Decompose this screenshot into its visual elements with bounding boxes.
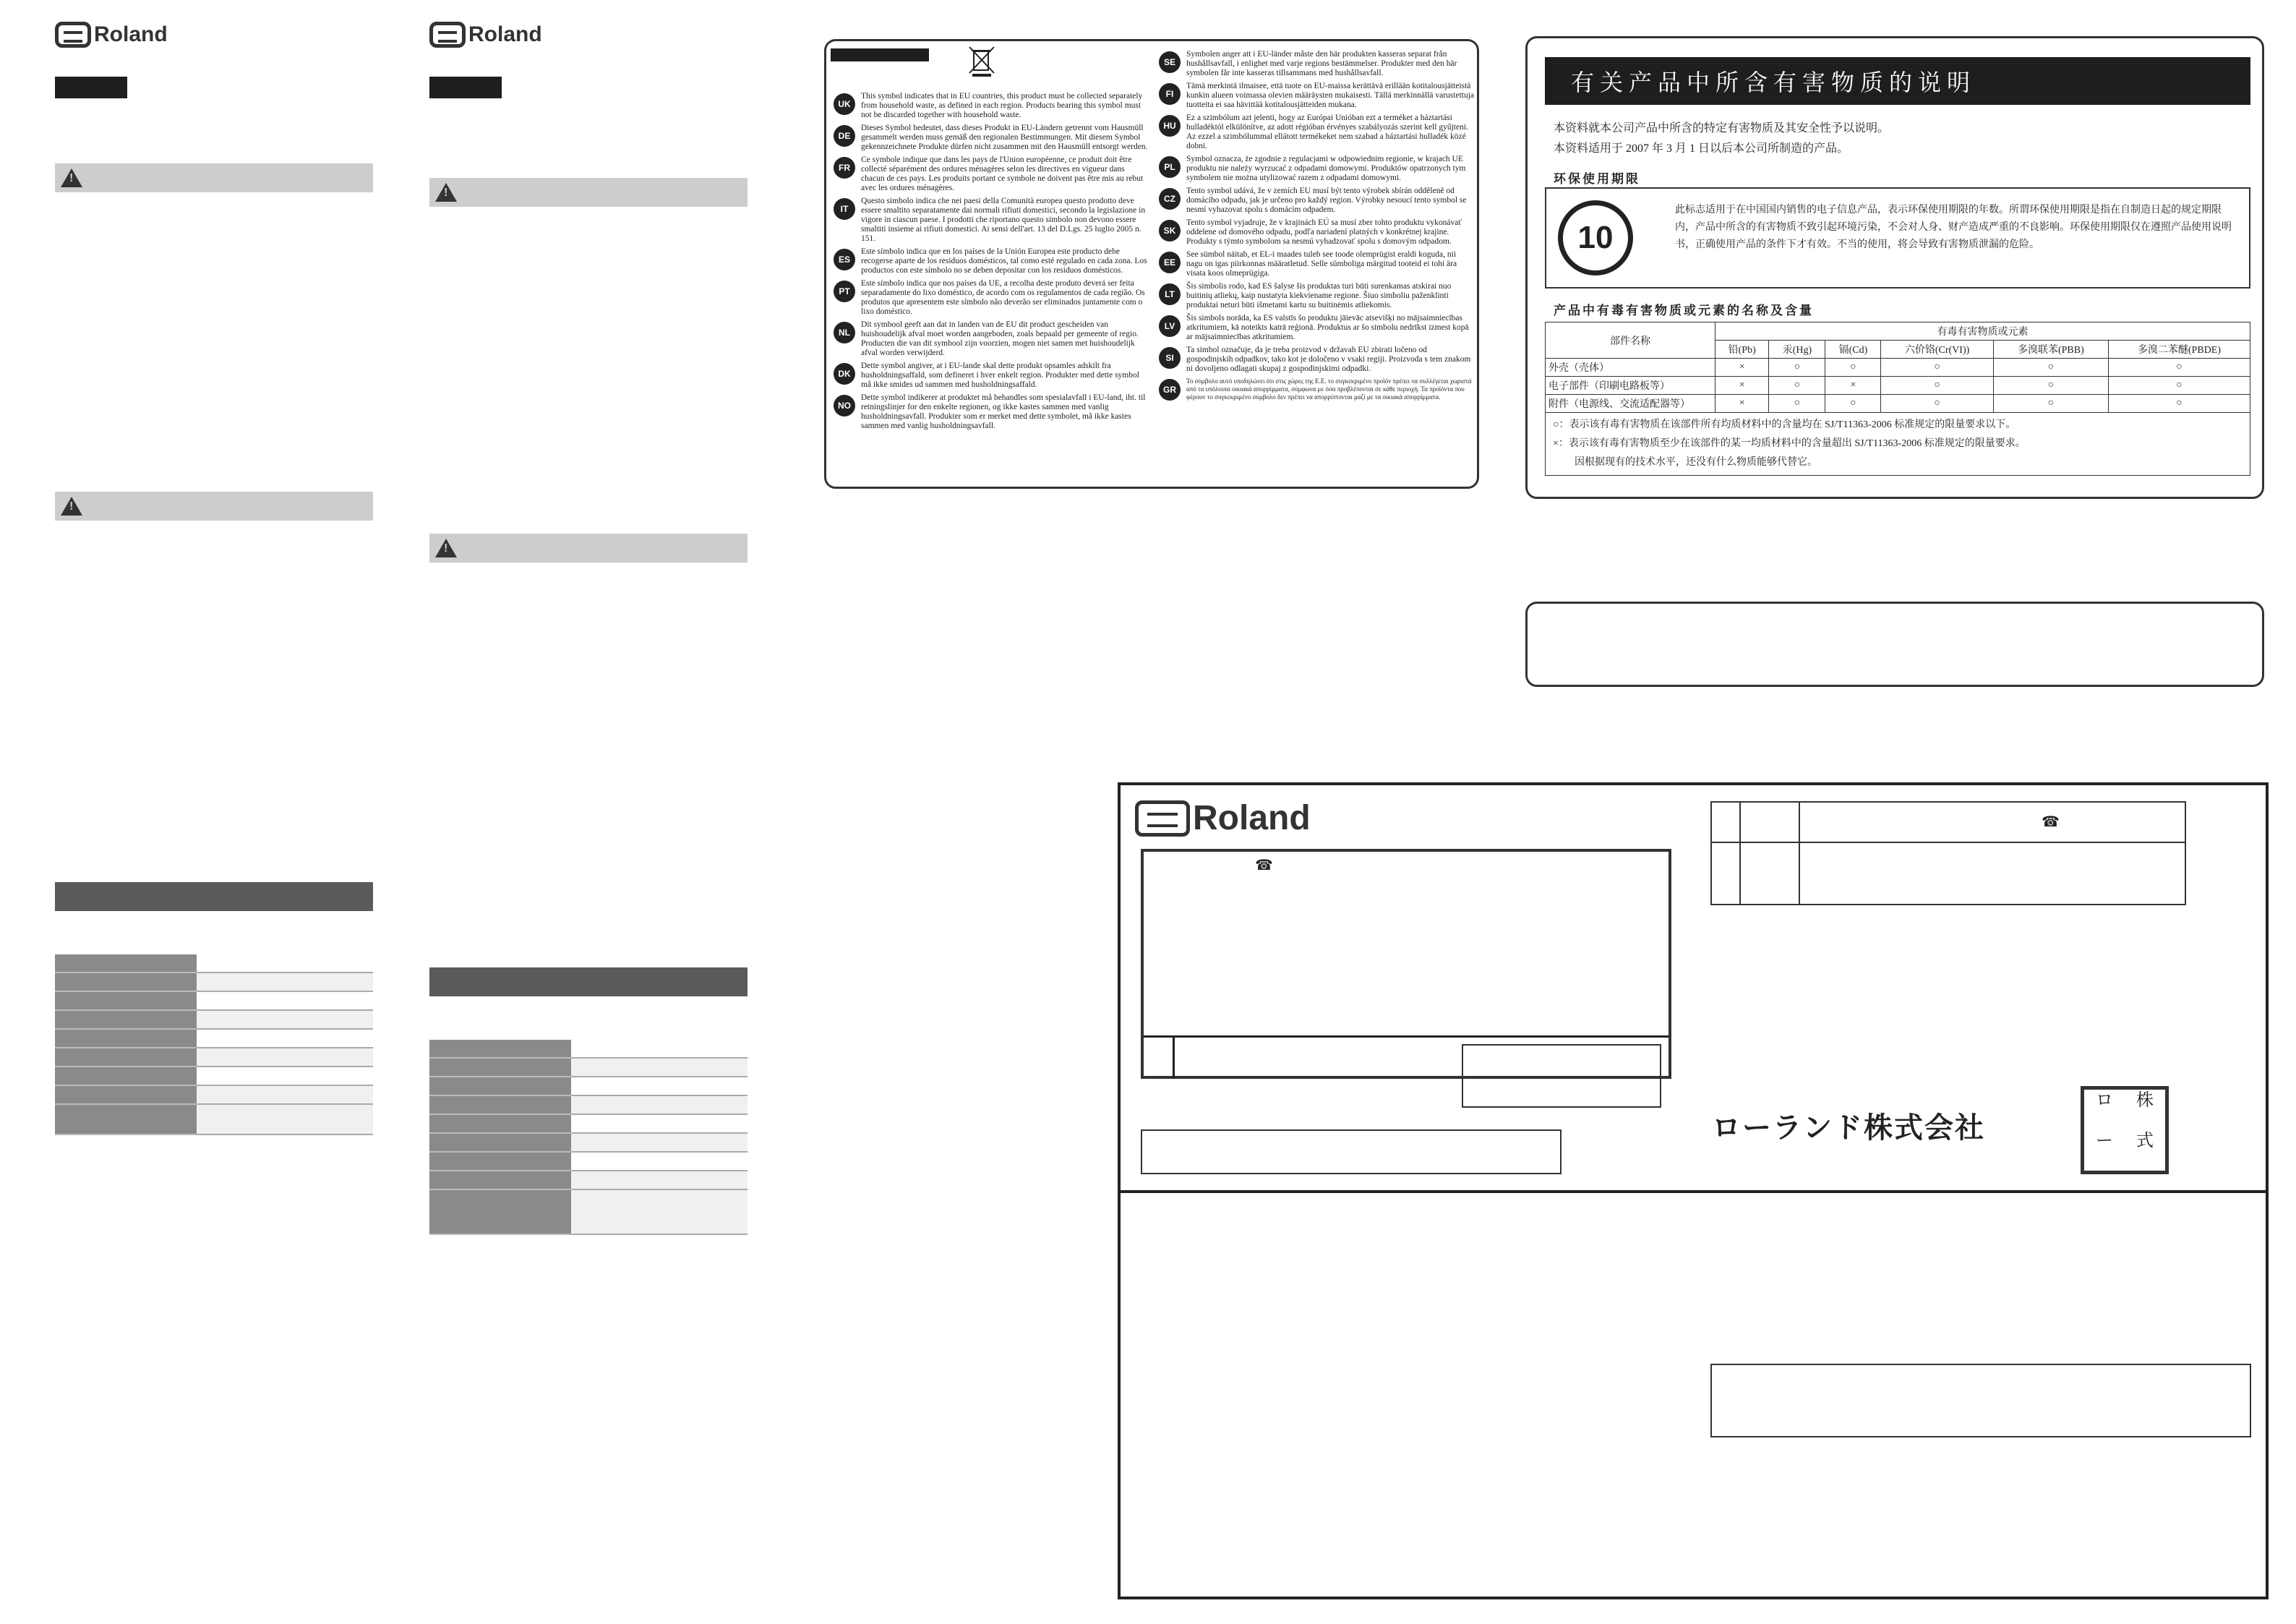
roland-wordmark: Roland (468, 22, 542, 46)
phone-icon: ☎ (1255, 858, 1273, 873)
purchase-info-table (1710, 801, 2186, 905)
language-label-box-2 (429, 77, 502, 98)
weee-entry (1159, 50, 1474, 78)
weee-left-column (834, 92, 1150, 435)
weee-entry (1159, 114, 1474, 151)
warning-icon (435, 183, 457, 202)
roland-logo (55, 22, 168, 48)
weee-entry (1159, 82, 1474, 110)
country-code-badge: IT (834, 198, 855, 220)
crossed-bin-icon (967, 44, 997, 77)
table-cell: ○ (1769, 395, 1825, 413)
weee-entry (834, 279, 1150, 317)
weee-entry-text: Questo simbolo indica che nei paesi della Comunità europea questo prodotto deve essere smaltito separatamente dai normali rifiuti domestici, secondo la legislazione in vigore in ciascun paese. I prodotti che riportano questo simbolo non devono essere smaltiti insieme ai rifiuti domestici. Ai sensi dell'art. 13 del D.Lgs. 25 luglio 2005 n. 151. (861, 197, 1146, 243)
weee-entry-text: Ce symbole indique que dans les pays de l'Union européenne, ce produit doit être collecté séparément des ordures ménagères selon les directives en vigueur dans chacun de ces pays. Les produits portant ce symbole ne doivent pas être mis au rebut avec les ordures ménagères. (861, 155, 1144, 192)
weee-entry-text: Este símbolo indica que en los países de la Unión Europea este producto debe recogerse aparte de los residuos domésticos, tal como esté regulado en cada zona. Los productos con este símbolo no se deben depositar con los residuos domésticos. (861, 247, 1147, 275)
weee-entry (1159, 187, 1474, 215)
china-intro-2: 本资料适用于 2007 年 3 月 1 日以后本公司所制造的产品。 (1554, 142, 1849, 155)
weee-entry-text: Este símbolo indica que nos países da UE, a recolha deste produto deverá ser feita separadamente do lixo doméstico, de acordo com os regulamentos de cada região. Os produtos que apresentem este símbolo não deverão ser eliminados juntamente com o lixo doméstico. (861, 279, 1145, 316)
weee-label-box (831, 48, 929, 61)
country-code-badge: HU (1159, 115, 1181, 137)
substance-header: 铅(Pb) (1715, 341, 1769, 359)
weee-entry (834, 155, 1150, 193)
substance-header: 镉(Cd) (1825, 341, 1881, 359)
table-note-1: ○：表示该有毒有害物质在该部件所有均质材料中的含量均在 SJ/T11363-2006 标准规定的限量要求以下。 (1553, 419, 2016, 430)
purchase-table-row-divider (1712, 842, 2185, 843)
weee-entry (1159, 282, 1474, 310)
weee-entry (834, 393, 1150, 431)
serial-number-box (1141, 1129, 1562, 1174)
weee-entry (1159, 218, 1474, 247)
substance-table-heading: 产品中有毒有害物质或元素的名称及含量 (1554, 304, 1814, 317)
weee-entry-text: Tento symbol vyjadruje, že v krajinách EÚ sa musí zber tohto produktu vykonávať oddelene od domového odpadu, podľa nariadení platných v konkrétnej krajine. Produkty s týmto symbolom sa nesmú vyhadzovať spolu s domovým odpadom. (1186, 218, 1462, 246)
warning-bar (55, 163, 373, 192)
warning-bar-2 (429, 178, 748, 207)
caution-icon (435, 539, 457, 557)
substance-header: 多溴联苯(PBB) (1993, 341, 2108, 359)
weee-entry-text: Symbol oznacza, że zgodnie z regulacjami w odpowiednim regionie, w krajach UE produktu nie należy wyrzucać z odpadami domowymi. Produktów opatrzonych tym symbolem nie można utylizować razem z odpadami domowymi. (1186, 155, 1466, 182)
weee-entry-text: This symbol indicates that in EU countries, this product must be collected separately from household waste, as defined in each region. Products bearing this symbol must not be discarded together with household waste. (861, 92, 1143, 119)
table-cell: ○ (1769, 359, 1825, 377)
table-row (1546, 395, 2250, 413)
customer-info-box (1141, 849, 1671, 1079)
warranty-card (1118, 782, 2269, 1599)
country-code-badge: SE (1159, 51, 1181, 73)
weee-entry (834, 247, 1150, 275)
china-rohs-title: 有关产品中所含有害物质的说明 (1545, 57, 2250, 105)
seal-char: ー (2096, 1132, 2113, 1150)
roland-wordmark: Roland (1193, 799, 1311, 837)
table-row (1546, 377, 2250, 395)
country-code-badge: LV (1159, 315, 1181, 337)
table-note-3: 因根据现有的技术水平，还没有什么物质能够代替它。 (1575, 457, 1817, 468)
table-cell: ○ (2108, 395, 2250, 413)
part-name: 外壳（壳体） (1546, 359, 1715, 377)
country-code-badge: FI (1159, 83, 1181, 105)
substance-header: 汞(Hg) (1769, 341, 1825, 359)
roland-wordmark: Roland (94, 22, 168, 46)
caution-bar (55, 492, 373, 521)
part-name: 附件（电源线、交流适配器等） (1546, 395, 1715, 413)
table-cell: ○ (1769, 377, 1825, 395)
table-cell: ○ (1825, 359, 1881, 377)
weee-disposal-box (824, 39, 1479, 489)
country-code-badge: FR (834, 157, 855, 179)
china-intro-1: 本资料就本公司产品中所含的特定有害物质及其安全性予以说明。 (1554, 122, 1890, 134)
company-seal (2081, 1086, 2169, 1174)
country-code-badge: GR (1159, 379, 1181, 401)
weee-entry-text: See sümbol näitab, et EL-i maades tuleb see toode olemprügist eraldi koguda, nii nagu on igas piirkonnas määratletud. Selle sümboliga märgitud tooteid ei tohi ära visata koos olmeprügiga. (1186, 250, 1457, 278)
country-code-badge: PL (1159, 156, 1181, 178)
country-code-badge: NL (834, 322, 855, 343)
weee-entry-text: Šis simbolis rodo, kad ES šalyse šis produktas turi būti surenkamas atskirai nuo buitinių atliekų, kaip nustatyta kiekviename regione. Šiuo simboliu paženklinti produktai neturi būti išmetami kartu su buitinėmis atliekomis. (1186, 282, 1452, 309)
weee-entry (834, 124, 1150, 152)
table-cell: ○ (2108, 377, 2250, 395)
seal-char: 株 (2136, 1091, 2154, 1110)
country-code-badge: PT (834, 281, 855, 302)
table-row (1546, 359, 2250, 377)
country-code-badge: LT (1159, 283, 1181, 305)
weee-entry (1159, 314, 1474, 342)
weee-entry-text: Ez a szimbólum azt jelenti, hogy az Európai Unióban ezt a terméket a háztartási hulladéktól elkülönítve, az adott régióban érvényes szabályozás szerint kell gyűjteni. Az ezzel a szimbólummal ellátott termékeket nem szabad a háztartási hulladék közé dobni. (1186, 114, 1468, 150)
blank-info-box (1525, 602, 2264, 687)
weee-right-column (1159, 50, 1474, 405)
weee-entry-text: Šis simbols norāda, ka ES valstīs šo produktu jāievāc atsevišķi no mājsaimniecības atkritumiem, kā noteikts katrā reģionā. Produktus ar šo simbolu nedrīkst izmest kopā ar mājsaimniecības atkritumiem. (1186, 314, 1469, 341)
table-cell: × (1715, 359, 1769, 377)
roland-logo-2 (429, 22, 542, 48)
country-code-badge: CZ (1159, 188, 1181, 210)
substance-table (1545, 322, 2250, 476)
weee-entry-text: Tento symbol udává, že v zemích EU musí být tento výrobek sbírán odděleně od domácího odpadu, jak je určeno pro každý region. Výrobky nesoucí tento symbol se nesmí vyhazovat spolu s domácím odpadem. (1186, 187, 1467, 214)
table-notes-row (1546, 413, 2250, 476)
substance-group-header: 有毒有害物质或元素 (1715, 322, 2250, 341)
roland-mark-icon (1135, 800, 1190, 837)
weee-entry (1159, 377, 1474, 401)
purchase-table-col-2 (1799, 803, 1800, 904)
table-cell: ○ (1993, 377, 2108, 395)
weee-entry (834, 362, 1150, 390)
weee-entry (834, 197, 1150, 244)
seal-char: ロ (2096, 1091, 2113, 1110)
env-period-heading: 环保使用期限 (1554, 172, 1640, 186)
customer-info-divider (1144, 1035, 1669, 1038)
notes-box (1710, 1364, 2251, 1437)
warning-icon (61, 168, 82, 187)
table-cell: ○ (1825, 395, 1881, 413)
company-name: ローランド株式会社 (1712, 1111, 1985, 1145)
weee-entry-text: Dieses Symbol bedeutet, dass dieses Produkt in EU-Ländern getrennt vom Hausmüll gesammelt werden muss gemäß den regionalen Bestimmungen. Mit diesem Symbol gekennzeichnete Produkte dürfen nicht zusammen mit den Hausmüll entsorgt werden. (861, 124, 1148, 151)
caution-icon (61, 497, 82, 516)
warranty-roland-logo (1135, 798, 1311, 838)
country-code-badge: DK (834, 363, 855, 385)
env-10-year-icon (1558, 200, 1633, 275)
table-cell: × (1825, 377, 1881, 395)
specifications-table-2 (429, 1040, 748, 1235)
table-cell: ○ (1881, 359, 1993, 377)
table-cell: ○ (1993, 359, 2108, 377)
part-name: 电子部件（印刷电路板等） (1546, 377, 1715, 395)
caution-bar-2 (429, 534, 748, 563)
country-code-badge: UK (834, 93, 855, 115)
env-period-text: 此标志适用于在中国国内销售的电子信息产品，表示环保使用期限的年数。所谓环保使用期限是指在自制造日起的规定期限内，产品中所含的有害物质不致引起环境污染，不会对人身、财产造成严重的不良影响。环保使用期限仅在遵照产品使用说明书，正确使用产品的条件下才有效。不当的使用，将会导致有害物质泄漏的危险。 (1675, 205, 2232, 250)
weee-entry-text: Dette symbol indikerer at produktet må behandles som spesialavfall i EU-land, iht. til retningslinjer for den enkelte regionen, og ikke kastes sammen med vanlig husholdningsavfall. Produkter som er merket med dette symbolet, må ikke kastes sammen med vanlig husholdningsavfall. (861, 393, 1146, 430)
weee-entry (1159, 250, 1474, 278)
roland-mark-icon (429, 22, 466, 48)
env-10-number: 10 (1577, 220, 1614, 255)
table-note-2: ×：表示该有毒有害物质至少在该部件的某一均质材料中的含量超出 SJ/T11363-2006 标准规定的限量要求。 (1553, 438, 2026, 449)
country-code-badge: ES (834, 249, 855, 270)
weee-entry-text: Symbolen anger att i EU-länder måste den här produkten kasseras separat från hushållsavfall, i enlighet med varje regions bestämmelser. Produkter med den här symbolen får inte kasseras tillsammans med hushållsavfall. (1186, 50, 1457, 77)
weee-entry-text: Ta simbol označuje, da je treba proizvod v državah EU zbirati ločeno od gospodinjskih odpadkov, tako kot je določeno v vsaki regiji. Proizvoda s tem znakom ni dovoljeno odlagati skupaj z gospodinjskimi odpadki. (1186, 346, 1471, 373)
weee-entry (1159, 155, 1474, 183)
table-cell: ○ (1881, 395, 1993, 413)
country-code-badge: NO (834, 395, 855, 416)
warranty-card-divider (1121, 1190, 2266, 1193)
dealer-stamp-box (1462, 1044, 1661, 1108)
weee-entry-text: Το σύμβολο αυτό υποδηλώνει ότι στις χώρες της Ε.Ε. το συγκεκριμένο προϊόν πρέπει να συλλέγεται χωριστά από τα υπόλοιπα οικιακά απορρίμματα, σύμφωνα με όσα προβλέπονται σε κάθε περιοχή. Τα προϊόντα που φέρουν το συγκεκριμένο σύμβολο δεν πρέπει να απορρίπτονται μαζί με τα οικιακά απορρίμματα. (1186, 377, 1472, 401)
china-rohs-box (1525, 36, 2264, 499)
seal-char: 式 (2136, 1132, 2154, 1150)
table-cell: × (1715, 377, 1769, 395)
roland-mark-icon (55, 22, 91, 48)
phone-icon: ☎ (2042, 814, 2060, 830)
substance-header: 六价铬(Cr(VI)) (1881, 341, 1993, 359)
table-cell: × (1715, 395, 1769, 413)
specifications-header-bar (55, 882, 373, 911)
weee-entry-text: Tämä merkintä ilmaisee, että tuote on EU-maissa kerättävä erillään kotitalousjätteistä kunkin alueen voimassa olevien määräysten mukaisesti. Tällä merkinnällä varustettuja tuotteita ei saa hävittää kotitalousjätteiden mukana. (1186, 82, 1475, 109)
weee-entry (834, 92, 1150, 120)
country-code-badge: SI (1159, 347, 1181, 369)
language-label-box (55, 77, 127, 98)
weee-entry-text: Dit symbool geeft aan dat in landen van de EU dit product gescheiden van huishoudelijk afval moet worden aangeboden, zoals bepaald per gemeente of regio. Producten die van dit symbool zijn voorzien, mogen niet samen met huishoudelijk afval worden verwijderd. (861, 320, 1139, 357)
customer-info-side-column (1173, 1035, 1175, 1079)
part-name-header: 部件名称 (1546, 322, 1715, 359)
purchase-table-col-1 (1739, 803, 1741, 904)
table-cell: ○ (2108, 359, 2250, 377)
weee-entry-text: Dette symbol angiver, at i EU-lande skal dette produkt opsamles adskilt fra husholdningsaffald, som defineret i hver enkelt region. Produkter med dette symbol må ikke smides ud sammen med husholdningsaffald. (861, 362, 1139, 389)
env-period-panel (1545, 187, 2250, 289)
table-cell: ○ (1993, 395, 2108, 413)
country-code-badge: DE (834, 125, 855, 147)
weee-entry (834, 320, 1150, 358)
specifications-table (55, 954, 373, 1135)
table-cell: ○ (1881, 377, 1993, 395)
substance-header: 多溴二苯醚(PBDE) (2108, 341, 2250, 359)
country-code-badge: SK (1159, 220, 1181, 242)
specifications-header-bar-2 (429, 967, 748, 996)
weee-entry (1159, 346, 1474, 374)
country-code-badge: EE (1159, 252, 1181, 273)
